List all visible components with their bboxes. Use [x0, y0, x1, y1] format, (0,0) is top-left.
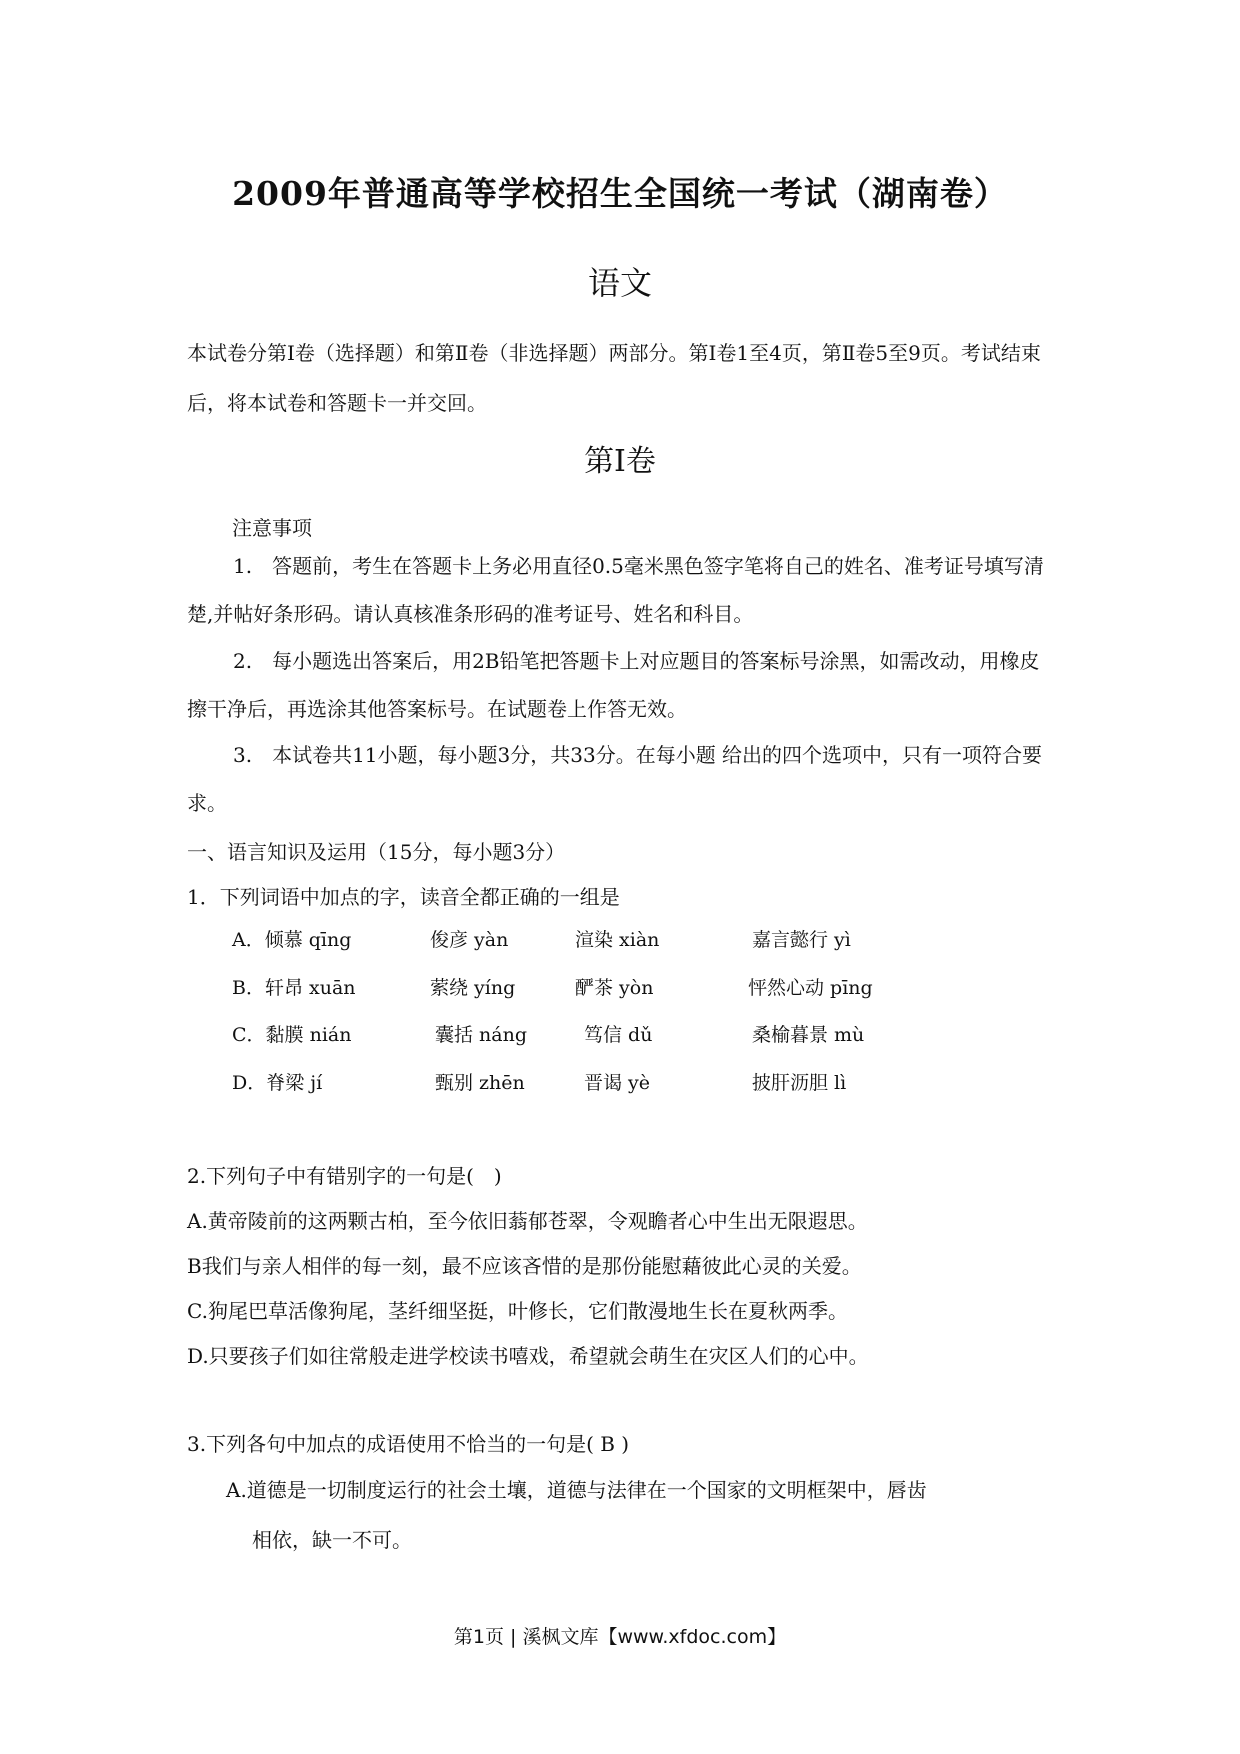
- subject-title: 语文: [587, 264, 652, 302]
- q1-d-4: 披肝沥胆 lì: [752, 1072, 847, 1094]
- q1-a-4: 嘉言懿行 yì: [752, 929, 851, 951]
- q1-b-4: 怦然心动 pīng: [748, 977, 873, 999]
- q2-option-b: B我们与亲人相伴的每一刻，最不应该吝惜的是那份能慰藉彼此心灵的关爱。: [187, 1254, 862, 1278]
- q1-d-3: 晋谒 yè: [584, 1072, 651, 1094]
- page-footer: 第1页 | 溪枫文库【www.xfdoc.com】: [453, 1626, 787, 1648]
- q1-b-2: 萦绕 yíng: [430, 977, 516, 999]
- q2-option-a: A.黄帝陵前的这两颗古柏，至今依旧蓊郁苍翠，令观瞻者心中生出无限遐思。: [187, 1209, 868, 1233]
- q1-b-3: 酽茶 yòn: [575, 977, 654, 999]
- notice-item-2: 2. 每小题选出答案后，用2B铅笔把答题卡上对应题目的答案标号涂黑，如需改动，用橡皮擦干净后，再选涂其他答案标号。在试题卷上作答无效。: [187, 649, 1040, 721]
- intro-paragraph: 本试卷分第Ⅰ卷（选择题）和第Ⅱ卷（非选择题）两部分。第Ⅰ卷1至4页，第Ⅱ卷5至9页。考试结束后，将本试卷和答题卡一并交回。: [187, 341, 1041, 415]
- q1-a-3: 渲染 xiàn: [575, 929, 660, 951]
- q3-option-a-line2: 相依，缺一不可。: [252, 1528, 412, 1552]
- notice-item-3: 3. 本试卷共11小题，每小题3分，共33分。在每小题 给出的四个选项中，只有一项符合要求。: [187, 743, 1043, 815]
- notice-item-1: 1. 答题前，考生在答题卡上务必用直径0.5毫米黑色签字笔将自己的姓名、准考证号填写清楚,并帖好条形码。请认真核准条形码的准考证号、姓名和科目。: [187, 554, 1044, 626]
- q3-option-a-line1: A.道德是一切制度运行的社会土壤，道德与法律在一个国家的文明框架中，唇齿: [226, 1478, 927, 1502]
- notice-heading: 注意事项: [232, 516, 312, 540]
- q1-c-4: 桑榆暮景 mù: [752, 1024, 865, 1046]
- q2-option-c: C.狗尾巴草活像狗尾，茎纤细坚挺，叶修长，它们散漫地生长在夏秋两季。: [187, 1299, 848, 1323]
- q1-b-1: B．轩昂 xuān: [232, 977, 356, 999]
- q1-c-2: 囊括 náng: [435, 1024, 528, 1046]
- q1-a-2: 俊彦 yàn: [430, 929, 509, 951]
- q1-d-2: 甄别 zhēn: [435, 1072, 525, 1094]
- q1-d-1: D．脊梁 jí: [232, 1072, 323, 1094]
- question-3-stem: 3.下列各句中加点的成语使用不恰当的一句是( B ): [187, 1432, 630, 1456]
- volume-title: 第Ⅰ卷: [584, 444, 656, 479]
- question-2-stem: 2.下列句子中有错别字的一句是( ): [187, 1164, 502, 1188]
- question-1-stem: 1．下列词语中加点的字，读音全都正确的一组是: [187, 885, 620, 909]
- q1-c-1: C．黏膜 nián: [232, 1024, 352, 1046]
- q2-option-d: D.只要孩子们如往常般走进学校读书嘻戏，希望就会萌生在灾区人们的心中。: [187, 1344, 869, 1368]
- q1-a-1: A．倾慕 qīng: [232, 929, 352, 951]
- q1-c-3: 笃信 dǔ: [584, 1024, 653, 1046]
- section-heading: 一、语言知识及运用（15分，每小题3分）: [187, 840, 566, 864]
- exam-title: 2009年普通高等学校招生全国统一考试（湖南卷）: [232, 174, 1008, 213]
